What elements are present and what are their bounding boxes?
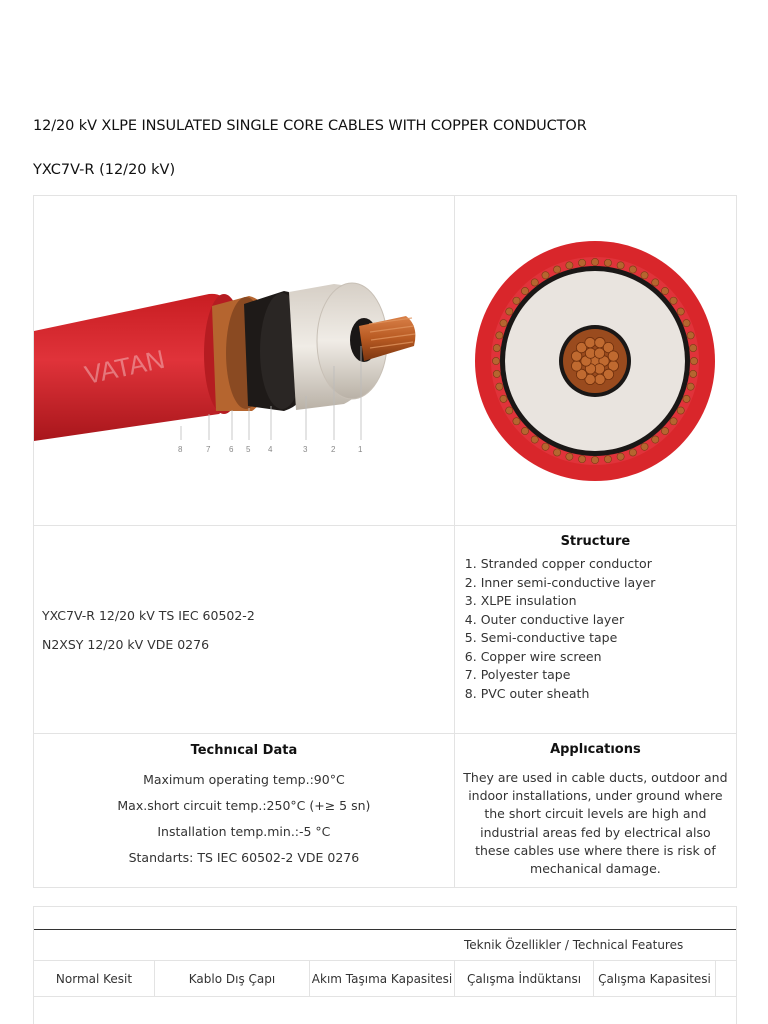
screen-wire — [578, 259, 585, 266]
screen-wire — [521, 287, 528, 294]
screen-wire — [604, 259, 611, 266]
screen-wire — [513, 418, 520, 425]
screen-wire — [617, 453, 624, 460]
screen-wire — [677, 407, 684, 414]
callout-3: 3 — [303, 445, 308, 454]
screen-wire — [677, 308, 684, 315]
technical-data-line: Maximum operating temp.:90°C — [143, 772, 345, 787]
screen-wire — [521, 427, 528, 434]
screen-wire — [604, 456, 611, 463]
applications-text: They are used in cable ducts, outdoor and indoor installations, under ground where the short circuit levels are high and industrial areas fed by electrical also these cables use where there is risk of mechanical damage. — [463, 770, 728, 877]
structure-list — [455, 555, 736, 703]
screen-wire — [591, 456, 598, 463]
technical-features-table — [33, 906, 737, 1024]
brand-text: VATAN — [81, 343, 168, 390]
page-title: 12/20 kV XLPE INSULATED SINGLE CORE CABLES WITH COPPER CONDUCTOR — [33, 118, 587, 134]
screen-wire — [661, 287, 668, 294]
table-column-header[interactable]: Kablo Dış Çapı — [155, 961, 310, 996]
screen-wire — [670, 418, 677, 425]
screen-wire — [493, 370, 500, 377]
cable-cross-section-cell — [455, 196, 736, 525]
conductor-strand — [594, 348, 604, 358]
screen-wire — [661, 427, 668, 434]
screen-wire — [641, 272, 648, 279]
standard-line: N2XSY 12/20 kV VDE 0276 — [42, 636, 210, 652]
screen-wire — [629, 266, 636, 273]
screen-wire — [687, 383, 694, 390]
applications-heading: Applıcatıons — [550, 742, 641, 757]
screen-wire — [505, 407, 512, 414]
screen-wire — [670, 297, 677, 304]
structure-item: 1. Stranded copper conductor — [464, 556, 652, 571]
table-header-row — [34, 960, 736, 997]
structure-item: 5. Semi-conductive tape — [464, 630, 618, 645]
conductor-strand — [608, 351, 618, 361]
screen-wire — [500, 395, 507, 402]
screen-wire — [531, 279, 538, 286]
callout-1: 1 — [358, 445, 363, 454]
screen-wire — [617, 262, 624, 269]
callout-7: 7 — [206, 445, 211, 454]
table-column-spacer — [716, 961, 736, 996]
technical-features-header: Teknik Özellikler / Technical Features — [464, 938, 684, 952]
screen-wire — [690, 357, 697, 364]
conductor-strand — [595, 374, 605, 384]
technical-data-cell — [34, 734, 455, 887]
table-column-header[interactable]: Normal Kesit — [34, 961, 155, 996]
screen-wire — [651, 279, 658, 286]
cable-cross-section-illustration — [455, 196, 736, 525]
technical-data-list — [34, 772, 454, 865]
applications-cell — [455, 734, 736, 887]
screen-wire — [496, 383, 503, 390]
technical-data-heading: Technıcal Data — [190, 743, 298, 758]
page-subtitle: YXC7V-R (12/20 kV) — [33, 162, 176, 178]
screen-wire — [689, 370, 696, 377]
conductor-strand — [585, 337, 595, 347]
screen-wire — [553, 266, 560, 273]
image-row — [34, 196, 736, 526]
table-divider — [34, 929, 736, 930]
standard-line: YXC7V-R 12/20 kV TS IEC 60502-2 — [42, 607, 255, 623]
technical-data-line: Installation temp.min.:-5 °C — [157, 824, 331, 839]
screen-wire — [500, 320, 507, 327]
screen-wire — [683, 395, 690, 402]
table-column-header[interactable]: Akım Taşıma Kapasitesi — [310, 961, 455, 996]
table-column-header[interactable]: Çalışma Kapasitesi — [594, 961, 716, 996]
callout-4: 4 — [268, 445, 273, 454]
cable-side-image-cell — [34, 196, 455, 525]
conductor-strand — [571, 361, 581, 371]
screen-wire — [689, 344, 696, 351]
standards-list — [34, 608, 255, 666]
structure-cell — [455, 526, 736, 733]
screen-wire — [683, 320, 690, 327]
product-grid — [33, 195, 737, 888]
screen-wire — [629, 449, 636, 456]
screen-wire — [651, 436, 658, 443]
screen-wire — [493, 344, 500, 351]
screen-wire — [496, 332, 503, 339]
structure-item: 3. XLPE insulation — [464, 593, 577, 608]
structure-heading: Structure — [560, 534, 631, 549]
screen-wire — [492, 357, 499, 364]
cable-side-illustration — [34, 196, 455, 525]
screen-wire — [566, 453, 573, 460]
standards-cell — [34, 526, 455, 733]
table-column-header[interactable]: Çalışma İndüktansı — [455, 961, 594, 996]
structure-item: 7. Polyester tape — [464, 667, 571, 682]
structure-item: 8. PVC outer sheath — [464, 685, 590, 701]
screen-wire — [531, 436, 538, 443]
technical-data-line: Max.short circuit temp.:250°C (+≥ 5 sn) — [117, 798, 371, 813]
screen-wire — [513, 297, 520, 304]
callout-8: 8 — [178, 445, 183, 454]
callout-5: 5 — [246, 445, 251, 454]
screen-wire — [553, 449, 560, 456]
structure-item: 2. Inner semi-conductive layer — [464, 574, 656, 590]
screen-wire — [566, 262, 573, 269]
screen-wire — [505, 308, 512, 315]
structure-item: 4. Outer conductive layer — [464, 611, 625, 627]
screen-wire — [641, 443, 648, 450]
screen-wire — [542, 272, 549, 279]
callout-6: 6 — [229, 445, 234, 454]
screen-wire — [578, 456, 585, 463]
details-row — [34, 734, 736, 887]
screen-wire — [542, 443, 549, 450]
screen-wire — [591, 258, 598, 265]
technical-data-line: Standarts: TS IEC 60502-2 VDE 0276 — [128, 850, 360, 865]
structure-row — [34, 526, 736, 734]
callout-2: 2 — [331, 445, 336, 454]
screen-wire — [687, 332, 694, 339]
structure-item: 6. Copper wire screen — [464, 648, 602, 664]
